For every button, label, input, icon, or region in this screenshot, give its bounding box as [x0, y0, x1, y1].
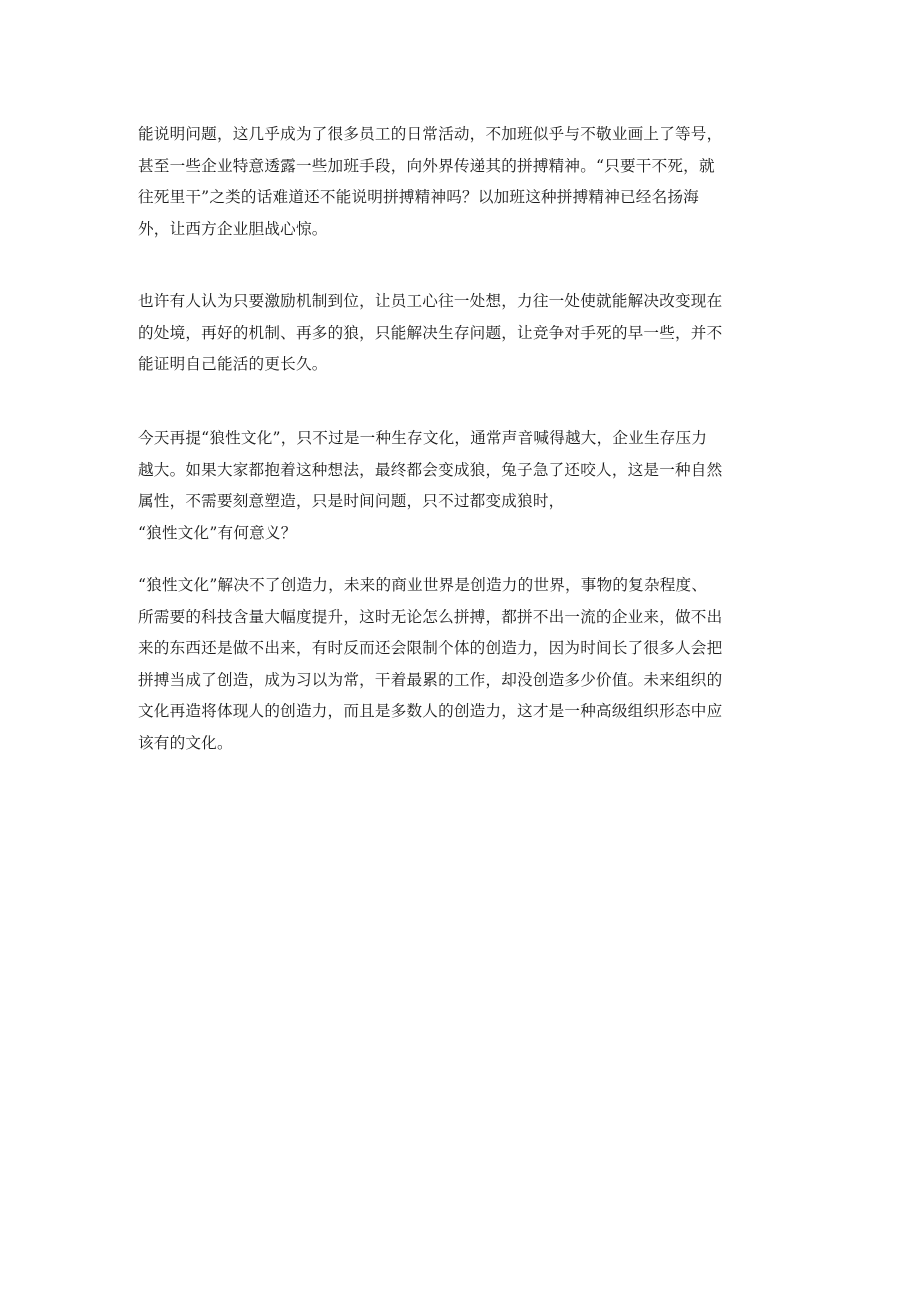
text-line: 也许有人认为只要激励机制到位，让员工心往一处想，力往一处使就能解决改变现在 — [138, 292, 723, 310]
text-line: 拼搏当成了创造，成为习以为常，干着最累的工作，却没创造多少价值。未来组织的 — [138, 670, 723, 689]
text-line: 所需要的科技含量大幅度提升，这时无论怎么拼搏，都拼不出一流的企业来，做不出 — [138, 607, 723, 626]
text-line: 能证明自己能活的更长久。 — [138, 355, 328, 373]
text-line: 该有的文化。 — [138, 733, 233, 752]
paragraph-creativity — [138, 570, 722, 759]
text-line: 能说明问题，这几乎成为了很多员工的日常活动，不加班似乎与不敬业画上了等号， — [138, 125, 723, 143]
paragraph-incentive-mechanism — [138, 286, 722, 381]
text-line: 的处境，再好的机制、再多的狼，只能解决生存问题，让竞争对手死的早一些，并不 — [138, 323, 723, 342]
text-line: 属性，不需要刻意塑造，只是时间问题，只不过都变成狼时， — [138, 492, 565, 510]
text-line: 外，让西方企业胆战心惊。 — [138, 219, 328, 238]
text-line: “狼性文化”有何意义？ — [138, 523, 297, 542]
text-line: 越大。如果大家都抱着这种想法，最终都会变成狼，兔子急了还咬人，这是一种自然 — [138, 460, 723, 479]
text-line: 往死里干”之类的话难道还不能说明拼搏精神吗？以加班这种拼搏精神已经名扬海 — [138, 188, 699, 206]
text-line: 今天再提“狼性文化”，只不过是一种生存文化，通常声音喊得越大，企业生存压力 — [138, 429, 708, 447]
text-line: 甚至一些企业特意透露一些加班手段，向外界传递其的拼搏精神。“只要干不死，就 — [138, 156, 715, 175]
paragraph-survival-culture — [138, 423, 722, 549]
text-line: 来的东西还是做不出来，有时反而还会限制个体的创造力，因为时间长了很多人会把 — [138, 639, 723, 657]
text-line: “狼性文化”解决不了创造力，未来的商业世界是创造力的世界，事物的复杂程度、 — [138, 576, 708, 594]
paragraph-overtime-culture — [138, 119, 722, 245]
text-line: 文化再造将体现人的创造力，而且是多数人的创造力，这才是一种高级组织形态中应 — [138, 702, 723, 720]
